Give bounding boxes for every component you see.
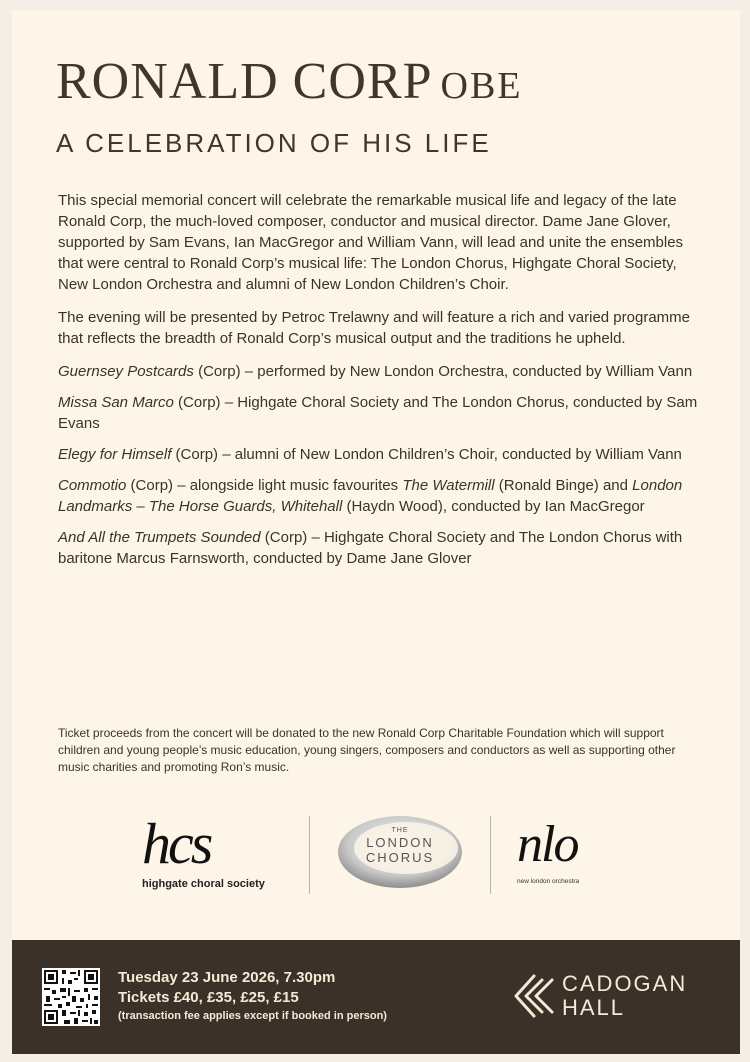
piece-details: (Corp) – performed by New London Orchestra, conducted by William Vann — [193, 363, 693, 380]
event-info — [118, 968, 387, 1024]
ticket-prices: Tickets £40, £35, £25, £15 — [118, 989, 299, 1006]
title-suffix: OBE — [440, 65, 523, 107]
new-london-orchestra-logo — [517, 814, 627, 899]
venue-line-2: HALL — [562, 995, 626, 1020]
programme-item — [58, 361, 698, 382]
cadogan-hall-emblem-icon — [512, 972, 556, 1022]
proceeds-note: Ticket proceeds from the concert will be donated to the new Ronald Corp Charitable Foundation which will support children and young people’s music education, young singers, composers and conductors as well as supporting other music charities and promoting Ron’s music. — [58, 726, 676, 774]
piece-title: And All the Trumpets Sounded — [58, 529, 261, 546]
piece-title: The Watermill — [402, 477, 495, 494]
nlo-name: new london orchestra — [517, 878, 580, 885]
hcs-name: highgate choral society — [142, 878, 265, 890]
event-date: Tuesday 23 June 2026, 7.30pm — [118, 969, 336, 986]
event-footer — [12, 940, 740, 1054]
programme-item — [58, 527, 698, 569]
piece-details: (Corp) – Highgate Choral Society and The London Chorus with baritone Marcus Farnsworth, conducted by Dame Jane Glover — [58, 529, 683, 567]
logo-divider — [309, 816, 310, 894]
piece-details: (Corp) – Highgate Choral Society and The London Chorus, conducted by Sam Evans — [58, 394, 698, 432]
logo-divider — [490, 816, 491, 894]
poster — [12, 10, 740, 1054]
nlo-monogram: nlo — [517, 816, 578, 873]
venue-name — [562, 972, 687, 1020]
piece-details: (Corp) – alumni of New London Children’s Choir, conducted by William Vann — [171, 446, 682, 463]
venue-line-1: CADOGAN — [562, 971, 688, 996]
cadogan-hall-logo — [512, 970, 712, 1030]
piece-details: (Corp) – alongside light music favourites — [126, 477, 403, 494]
piece-title: Commotio — [58, 477, 127, 494]
qr-code-icon[interactable] — [42, 968, 100, 1026]
intro-paragraph: This special memorial concert will celebrate the remarkable musical life and legacy of the late Ronald Corp, the much-loved composer, conductor and musical director. Dame Jane Glover, supported by Sam Evans, Ian MacGregor and William Vann, will lead and unite the ensembles that were central to Ronald Corp’s musical life: The London Chorus, Highgate Choral Society, New London Orchestra and alumni of New London Children’s Choir. — [58, 192, 684, 293]
programme-item — [58, 475, 698, 517]
piece-details: (Ronald Binge) and — [494, 477, 633, 494]
highgate-choral-society-logo — [142, 811, 282, 899]
ensemble-logos — [12, 800, 740, 910]
programme-item — [58, 392, 698, 434]
piece-title: Elegy for Himself — [58, 446, 172, 463]
concert-description — [58, 190, 698, 579]
piece-title: London Landmarks – The Horse Guards, Whitehall — [58, 477, 683, 515]
piece-title: Guernsey Postcards — [58, 363, 194, 380]
programme-item — [58, 444, 698, 465]
hcs-monogram: hcs — [142, 811, 211, 876]
tlc-the: THE — [391, 827, 409, 834]
piece-details: (Haydn Wood), conducted by Ian MacGregor — [342, 498, 645, 515]
presenter-paragraph: The evening will be presented by Petroc Trelawny and will feature a rich and varied programme that reflects the breadth of Ronald Corp’s musical output and the traditions he upheld. — [58, 309, 690, 347]
tlc-chorus: CHORUS — [365, 850, 435, 865]
programme-list — [58, 361, 698, 569]
title-name: RONALD CORP — [56, 53, 433, 110]
piece-title: Missa San Marco — [58, 394, 174, 411]
london-chorus-logo — [334, 812, 466, 898]
poster-subtitle: A CELEBRATION OF HIS LIFE — [56, 128, 492, 158]
transaction-fee-note: (transaction fee applies except if booked in person) — [118, 1010, 387, 1022]
poster-title — [56, 52, 523, 116]
tlc-london: LONDON — [366, 835, 434, 850]
london-chorus-wordmark — [334, 826, 466, 865]
